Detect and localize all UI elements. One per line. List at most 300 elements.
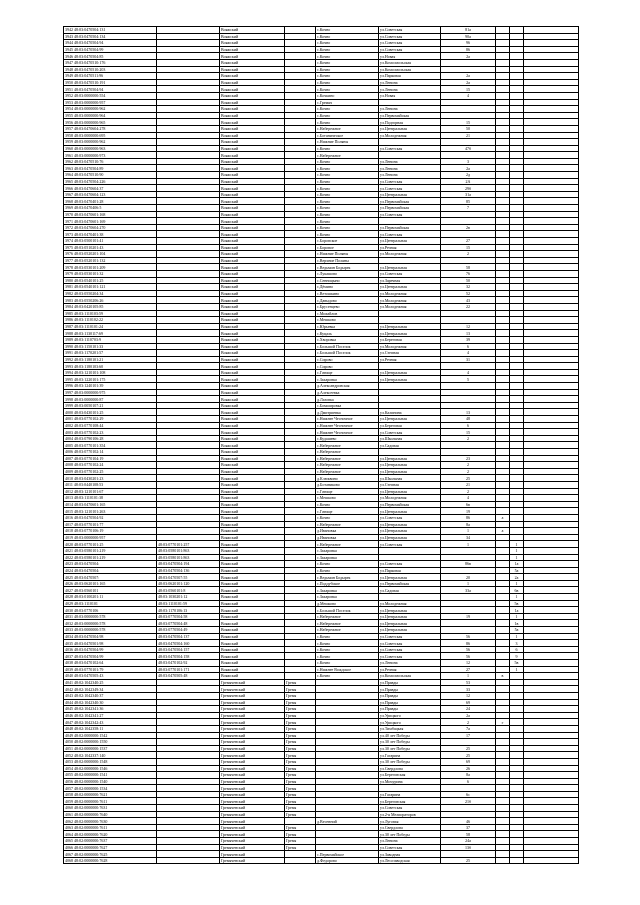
building-letter-cell (496, 369, 510, 376)
apartment-cell (510, 244, 524, 251)
building-letter-cell (496, 561, 510, 568)
blank-cell (524, 125, 579, 132)
record-number-cadastral-cell: 3947 48:03:0470510:176 (64, 59, 157, 66)
table-row (64, 567, 579, 574)
building-letter-cell (496, 633, 510, 640)
table-row (64, 119, 579, 126)
district-cell: Вояжский (220, 455, 285, 462)
building-letter-cell (496, 92, 510, 99)
house-number-cell: 3 (441, 158, 496, 165)
blank-cell (524, 59, 579, 66)
settlement-cell: д.Ботаниково (316, 481, 379, 488)
settlement-cell: с.Кочно (316, 514, 379, 521)
district-cell: Вояжский (220, 86, 285, 93)
house-number-cell: 23 (441, 455, 496, 462)
street-cell: ул.Первомайская (379, 205, 441, 212)
apartment-cell (510, 132, 524, 139)
apartment-cell: 5а (510, 567, 524, 574)
town-cell (285, 488, 316, 495)
house-number-cell: 2А (441, 178, 496, 185)
blank-cell (524, 798, 579, 805)
settlement-cell: с.Захаровка (316, 547, 379, 554)
table-row (64, 27, 579, 34)
district-cell: Вояжский (220, 264, 285, 271)
table-row (64, 165, 579, 172)
linked-cadastral-cell (157, 679, 220, 686)
house-number-cell: 21б (441, 798, 496, 805)
settlement-cell: с.Захаровка (316, 587, 379, 594)
town-cell (285, 244, 316, 251)
town-cell: Гремя (285, 692, 316, 699)
district-cell: Вояжский (220, 284, 285, 291)
house-number-cell (441, 554, 496, 561)
record-number-cadastral-cell: 4051 48:02:0000000:1537 (64, 745, 157, 752)
house-number-cell (441, 805, 496, 812)
house-number-cell: 7а (441, 725, 496, 732)
blank-cell (524, 528, 579, 535)
street-cell: ул.Советская (379, 27, 441, 34)
linked-cadastral-cell: 48:03:0770101:257 (157, 541, 220, 548)
record-number-cadastral-cell: 4009 48:03:0770102:25 (64, 468, 157, 475)
linked-cadastral-cell (157, 521, 220, 528)
house-number-cell: 24 (441, 706, 496, 713)
house-number-cell: 27 (441, 238, 496, 245)
house-number-cell: 1 (441, 673, 496, 680)
district-cell: Вояжский (220, 92, 285, 99)
town-cell (285, 547, 316, 554)
settlement-cell: с.Набережное (316, 627, 379, 634)
district-cell: Вояжский (220, 79, 285, 86)
building-letter-cell (496, 270, 510, 277)
street-cell: ул.Центральная (379, 574, 441, 581)
town-cell (285, 152, 316, 159)
linked-cadastral-cell (157, 692, 220, 699)
table-body (64, 27, 579, 864)
record-number-cadastral-cell: 3990 48:03:1150101:33 (64, 343, 157, 350)
house-number-cell: 58 (441, 264, 496, 271)
town-cell (285, 79, 316, 86)
town-cell: Гремя (285, 798, 316, 805)
house-number-cell: 25 (441, 745, 496, 752)
house-number-cell: 13б (441, 844, 496, 851)
record-number-cadastral-cell: 4014 48:03:0470601:165 (64, 501, 157, 508)
table-row (64, 152, 579, 159)
record-number-cadastral-cell: 4038 48:03:0470102:64 (64, 660, 157, 667)
linked-cadastral-cell (157, 818, 220, 825)
house-number-cell (441, 211, 496, 218)
building-letter-cell (496, 620, 510, 627)
blank-cell (524, 758, 579, 765)
apartment-cell (510, 112, 524, 119)
blank-cell (524, 613, 579, 620)
record-number-cadastral-cell: 4040 48:03:0470505:43 (64, 673, 157, 680)
settlement-cell: с.Кочно (316, 73, 379, 80)
settlement-cell: с.Кочно (316, 119, 379, 126)
table-row (64, 350, 579, 357)
street-cell: ул.Центральная (379, 191, 441, 198)
house-number-cell: 29б (441, 185, 496, 192)
settlement-cell (316, 692, 379, 699)
linked-cadastral-cell: 48:03:1170106:13 (157, 607, 220, 614)
building-letter-cell: а (496, 514, 510, 521)
apartment-cell (510, 46, 524, 53)
record-number-cadastral-cell: 4030 48:03:0770106 (64, 607, 157, 614)
linked-cadastral-cell (157, 79, 220, 86)
apartment-cell (510, 673, 524, 680)
building-letter-cell (496, 587, 510, 594)
apartment-cell (510, 33, 524, 40)
apartment-cell (510, 303, 524, 310)
blank-cell (524, 580, 579, 587)
district-cell: Гремяченский (220, 857, 285, 864)
town-cell: Гремя (285, 712, 316, 719)
blank-cell (524, 323, 579, 330)
table-row (64, 640, 579, 647)
blank-cell (524, 106, 579, 113)
apartment-cell (510, 725, 524, 732)
district-cell: Вояжский (220, 218, 285, 225)
street-cell: ул.Правды (379, 692, 441, 699)
street-cell: ул.Советская (379, 633, 441, 640)
blank-cell (524, 277, 579, 284)
apartment-cell: 3 (510, 640, 524, 647)
district-cell: Вояжский (220, 270, 285, 277)
apartment-cell: 1 (510, 633, 524, 640)
district-cell: Вояжский (220, 396, 285, 403)
house-number-cell: 2в (441, 224, 496, 231)
building-letter-cell (496, 409, 510, 416)
settlement-cell (316, 785, 379, 792)
blank-cell (524, 752, 579, 759)
table-row (64, 772, 579, 779)
blank-cell (524, 191, 579, 198)
linked-cadastral-cell (157, 389, 220, 396)
town-cell: Гремя (285, 745, 316, 752)
linked-cadastral-cell (157, 336, 220, 343)
street-cell: ул.Центральная (379, 376, 441, 383)
building-letter-cell (496, 706, 510, 713)
blank-cell (524, 435, 579, 442)
district-cell: Вояжский (220, 488, 285, 495)
table-row (64, 277, 579, 284)
linked-cadastral-cell (157, 732, 220, 739)
street-cell: ул.Школьная (379, 435, 441, 442)
town-cell (285, 607, 316, 614)
linked-cadastral-cell (157, 277, 220, 284)
linked-cadastral-cell (157, 785, 220, 792)
blank-cell (524, 739, 579, 746)
building-letter-cell (496, 376, 510, 383)
street-cell: ул.Береговская (379, 772, 441, 779)
table-row (64, 541, 579, 548)
linked-cadastral-cell: 48:03:0770504:48 (157, 620, 220, 627)
street-cell: ул.Центральная (379, 369, 441, 376)
apartment-cell: 1 (510, 547, 524, 554)
settlement-cell: с.Гатище (316, 369, 379, 376)
house-number-cell: 39 (441, 336, 496, 343)
town-cell (285, 416, 316, 423)
town-cell: Гремя (285, 811, 316, 818)
blank-cell (524, 587, 579, 594)
house-number-cell: 32 (441, 284, 496, 291)
house-number-cell (441, 59, 496, 66)
apartment-cell (510, 284, 524, 291)
linked-cadastral-cell (157, 534, 220, 541)
linked-cadastral-cell (157, 805, 220, 812)
table-row (64, 198, 579, 205)
linked-cadastral-cell (157, 139, 220, 146)
street-cell: ул.Молодежная (379, 251, 441, 258)
town-cell (285, 284, 316, 291)
linked-cadastral-cell (157, 369, 220, 376)
house-number-cell (441, 310, 496, 317)
street-cell: ул.Центральная (379, 528, 441, 535)
house-number-cell: 6 (441, 778, 496, 785)
street-cell: ул.Советская (379, 270, 441, 277)
blank-cell (524, 336, 579, 343)
linked-cadastral-cell (157, 317, 220, 324)
record-number-cadastral-cell: 3956 48:03:0000000:965 (64, 119, 157, 126)
apartment-cell (510, 363, 524, 370)
record-number-cadastral-cell: 3954 48:03:0000000:962 (64, 106, 157, 113)
linked-cadastral-cell (157, 791, 220, 798)
linked-cadastral-cell (157, 303, 220, 310)
table-row (64, 86, 579, 93)
house-number-cell: 4 (441, 495, 496, 502)
table-row (64, 660, 579, 667)
building-letter-cell (496, 139, 510, 146)
house-number-cell: 2 (441, 488, 496, 495)
district-cell: Вояжский (220, 567, 285, 574)
linked-cadastral-cell (157, 119, 220, 126)
town-cell (285, 666, 316, 673)
house-number-cell: 25 (441, 752, 496, 759)
linked-cadastral-cell (157, 857, 220, 864)
linked-cadastral-cell (157, 699, 220, 706)
apartment-cell (510, 198, 524, 205)
district-cell: Вояжский (220, 139, 285, 146)
linked-cadastral-cell (157, 455, 220, 462)
record-number-cadastral-cell: 3965 48:03:0470504:226 (64, 178, 157, 185)
house-number-cell: 56 (441, 646, 496, 653)
apartment-cell (510, 699, 524, 706)
house-number-cell: 13 (441, 409, 496, 416)
building-letter-cell (496, 758, 510, 765)
town-cell (285, 640, 316, 647)
building-letter-cell (496, 594, 510, 601)
settlement-cell (316, 811, 379, 818)
linked-cadastral-cell (157, 297, 220, 304)
table-row (64, 409, 579, 416)
settlement-cell: с.Набережное (316, 521, 379, 528)
street-cell: ул.Заводная (379, 851, 441, 858)
settlement-cell (316, 706, 379, 713)
apartment-cell: 1 (510, 580, 524, 587)
record-number-cadastral-cell: 3971 48:03:0470601:169 (64, 218, 157, 225)
linked-cadastral-cell (157, 481, 220, 488)
house-number-cell: 47б (441, 145, 496, 152)
house-number-cell: 1 (441, 580, 496, 587)
street-cell: ул.Молодежная (379, 600, 441, 607)
table-row (64, 811, 579, 818)
table-row (64, 857, 579, 864)
district-cell: Вояжский (220, 462, 285, 469)
district-cell: Гремяченский (220, 745, 285, 752)
apartment-cell (510, 514, 524, 521)
street-cell: ул.Речная (379, 244, 441, 251)
town-cell: Гремя (285, 699, 316, 706)
table-row (64, 402, 579, 409)
house-number-cell (441, 442, 496, 449)
blank-cell (524, 514, 579, 521)
linked-cadastral-cell (157, 772, 220, 779)
table-row (64, 481, 579, 488)
record-number-cadastral-cell: 3966 48:03:0470604:37 (64, 185, 157, 192)
record-number-cadastral-cell: 3993 48:03:1180103:60 (64, 363, 157, 370)
linked-cadastral-cell (157, 778, 220, 785)
house-number-cell (441, 396, 496, 403)
house-number-cell (441, 218, 496, 225)
town-cell (285, 620, 316, 627)
linked-cadastral-cell (157, 244, 220, 251)
building-letter-cell (496, 125, 510, 132)
district-cell: Вояжский (220, 673, 285, 680)
street-cell: ул.Первомайская (379, 198, 441, 205)
record-number-cadastral-cell: 4033 48:03:0000000:578 (64, 627, 157, 634)
settlement-cell: с.Сирово (316, 356, 379, 363)
district-cell: Вояжский (220, 514, 285, 521)
district-cell: Вояжский (220, 356, 285, 363)
table-row (64, 303, 579, 310)
district-cell: Гремяченский (220, 791, 285, 798)
blank-cell (524, 725, 579, 732)
house-number-cell: 6 (441, 422, 496, 429)
district-cell: Вояжский (220, 620, 285, 627)
town-cell (285, 449, 316, 456)
house-number-cell: 5 (441, 376, 496, 383)
town-cell (285, 33, 316, 40)
blank-cell (524, 79, 579, 86)
blank-cell (524, 719, 579, 726)
record-number-cadastral-cell: 3992 48:03:1180101:21 (64, 356, 157, 363)
building-letter-cell (496, 521, 510, 528)
settlement-cell (316, 844, 379, 851)
blank-cell (524, 99, 579, 106)
linked-cadastral-cell (157, 112, 220, 119)
town-cell (285, 376, 316, 383)
town-cell (285, 139, 316, 146)
table-row (64, 257, 579, 264)
district-cell: Вояжский (220, 251, 285, 258)
town-cell (285, 132, 316, 139)
apartment-cell (510, 528, 524, 535)
linked-cadastral-cell (157, 429, 220, 436)
table-row (64, 455, 579, 462)
house-number-cell: 33а (441, 587, 496, 594)
table-row (64, 620, 579, 627)
town-cell (285, 106, 316, 113)
building-letter-cell (496, 297, 510, 304)
district-cell: Вояжский (220, 119, 285, 126)
table-row (64, 633, 579, 640)
building-letter-cell (496, 686, 510, 693)
town-cell (285, 409, 316, 416)
street-cell: ул.Молодежная (379, 132, 441, 139)
table-row (64, 501, 579, 508)
apartment-cell (510, 53, 524, 60)
blank-cell (524, 139, 579, 146)
record-number-cadastral-cell: 3959 48:03:0000000:962 (64, 139, 157, 146)
apartment-cell (510, 205, 524, 212)
district-cell: Вояжский (220, 594, 285, 601)
record-number-cadastral-cell: 3946 48:03:0470504:85 (64, 53, 157, 60)
street-cell: ул.Центральная (379, 468, 441, 475)
building-letter-cell (496, 112, 510, 119)
house-number-cell: 53 (441, 679, 496, 686)
district-cell: Гремяченский (220, 805, 285, 812)
settlement-cell: с.Куцаль (316, 330, 379, 337)
record-number-cadastral-cell: 3982 48:03:0550204:34 (64, 290, 157, 297)
house-number-cell: 2а (441, 53, 496, 60)
table-row (64, 336, 579, 343)
building-letter-cell (496, 455, 510, 462)
district-cell: Вояжский (220, 613, 285, 620)
blank-cell (524, 462, 579, 469)
record-number-cadastral-cell: 3985 48:03:1110103:59 (64, 310, 157, 317)
table-row (64, 53, 579, 60)
settlement-cell: с.Кочно (316, 158, 379, 165)
town-cell (285, 660, 316, 667)
district-cell: Вояжский (220, 422, 285, 429)
house-number-cell: 2 (441, 719, 496, 726)
table-row (64, 46, 579, 53)
house-number-cell: 76 (441, 270, 496, 277)
blank-cell (524, 673, 579, 680)
table-row (64, 264, 579, 271)
street-cell: ул.Степная (379, 481, 441, 488)
apartment-cell (510, 152, 524, 159)
linked-cadastral-cell (157, 824, 220, 831)
linked-cadastral-cell (157, 488, 220, 495)
blank-cell (524, 284, 579, 291)
district-cell: Гремяченский (220, 752, 285, 759)
house-number-cell: 81а (441, 27, 496, 34)
apartment-cell (510, 692, 524, 699)
record-number-cadastral-cell: 4026 48:03:0620101:165 (64, 580, 157, 587)
settlement-cell: с.Большой Поселок (316, 350, 379, 357)
record-number-cadastral-cell: 3975 48:03:0510201:43 (64, 244, 157, 251)
building-letter-cell (496, 534, 510, 541)
apartment-cell: 1 (510, 613, 524, 620)
table-row (64, 818, 579, 825)
linked-cadastral-cell (157, 251, 220, 258)
district-cell: Гремяченский (220, 818, 285, 825)
town-cell (285, 336, 316, 343)
street-cell (379, 363, 441, 370)
house-number-cell (441, 851, 496, 858)
building-letter-cell (496, 805, 510, 812)
record-number-cadastral-cell: 3957 48:03:0470604:278 (64, 125, 157, 132)
apartment-cell (510, 857, 524, 864)
blank-cell (524, 152, 579, 159)
building-letter-cell: а (496, 528, 510, 535)
table-row (64, 211, 579, 218)
table-row (64, 99, 579, 106)
town-cell: Гремя (285, 791, 316, 798)
district-cell: Вояжский (220, 152, 285, 159)
table-row (64, 725, 579, 732)
street-cell: ул.Правды (379, 699, 441, 706)
